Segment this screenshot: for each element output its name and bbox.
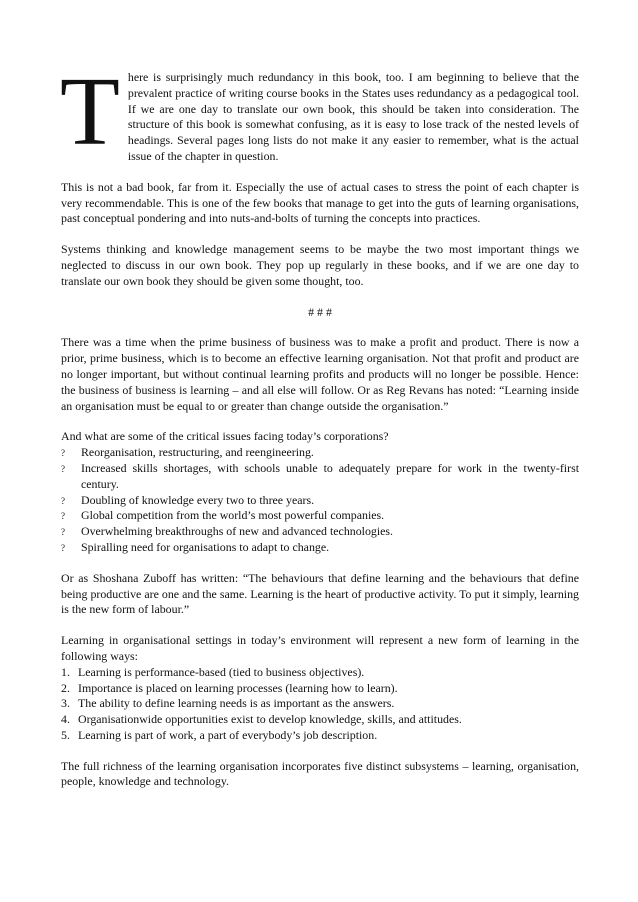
richness-paragraph: The full richness of the learning organisation incorporates five distinct subsystems – learning, organisation, people, knowledge and technology.	[61, 758, 579, 789]
list-item-text: The ability to define learning needs is as important as the answers.	[78, 696, 395, 711]
list-item	[61, 665, 579, 681]
document-page	[60, 58, 579, 805]
list-item	[61, 445, 579, 461]
list-item	[61, 540, 579, 556]
list-item-text: Importance is placed on learning processes (learning how to learn).	[78, 680, 398, 695]
list-item	[61, 728, 579, 744]
drop-cap: T	[60, 58, 120, 166]
prime-business-paragraph: There was a time when the prime business of business was to make a profit and product. There is now a prior, prime business, which is to become an effective learning organisation. Not that profit and product are no longer important, but without continual learning profits and products will no longer be possible. Hence: the business of business is learning – and all else will follow. Or as Reg Revans has noted: “Learning inside an organisation must be equal to or greater than change outside the organisation.”	[61, 335, 579, 413]
list-item	[61, 524, 579, 540]
bullet-glyph: ?	[61, 511, 65, 522]
list-item	[61, 681, 579, 697]
list-item	[61, 508, 579, 524]
list-item-text: Reorganisation, restructuring, and reengineering.	[81, 445, 314, 460]
systems-thinking-paragraph: Systems thinking and knowledge management seems to be maybe the two most important things we neglected to discuss in our own book. They pop up regularly in these books, and if we are one day to translate our own book they should be given some thought, too.	[61, 242, 579, 288]
list-number: 2.	[61, 680, 70, 695]
list-item-text: Overwhelming breakthroughs of new and advanced technologies.	[81, 524, 394, 539]
intro-text: here is surprisingly much redundancy in this book, too. I am beginning to believe that the prevalent practice of writing course books in the States uses redundancy as a pedagogical tool. If we are one day to translate our own book, this should be taken into consideration. The structure of this book is somewhat confusing, as it is easy to lose track of the nested levels of headings. Several pages long lists do not make it any easier to remember, what is the actual issue of the chapter in question.	[127, 70, 579, 163]
critical-issues-question: And what are some of the critical issues facing today’s corporations?	[61, 429, 389, 444]
learning-ways-list	[61, 665, 579, 744]
list-number: 4.	[61, 712, 70, 727]
list-item-text: Learning is part of work, a part of everybody’s job description.	[78, 727, 378, 742]
critical-issues-list	[61, 445, 579, 556]
bullet-glyph: ?	[61, 463, 65, 474]
list-item	[61, 461, 579, 493]
list-item	[61, 493, 579, 509]
list-item-text: Organisationwide opportunities exist to develop knowledge, skills, and attitudes.	[78, 712, 462, 727]
intro-paragraph	[60, 58, 579, 166]
section-separator: # # #	[308, 304, 332, 319]
list-item-text: Spiralling need for organisations to adapt to change.	[81, 539, 330, 554]
list-item-text: Doubling of knowledge every two to three years.	[81, 492, 315, 507]
list-item-text: Global competition from the world’s most powerful companies.	[81, 508, 385, 523]
bullet-glyph: ?	[61, 448, 65, 459]
list-item	[61, 712, 579, 728]
list-item	[61, 696, 579, 712]
list-item-text: Increased skills shortages, with schools unable to adequately prepare for work in the twenty-first century.	[81, 460, 579, 491]
list-number: 1.	[61, 664, 70, 679]
zuboff-quote-paragraph: Or as Shoshana Zuboff has written: “The behaviours that define learning and the behaviours that define being productive are one and the same. Learning is the heart of productive activity. To put it simply, learning is the new form of labour.”	[61, 570, 579, 617]
not-bad-paragraph: This is not a bad book, far from it. Especially the use of actual cases to stress the point of each chapter is very recommendable. This is one of the few books that manage to get into the guts of learning organisations, past conceptual pondering and into nuts-and-bolts of turning the concepts into practices.	[61, 179, 579, 226]
list-number: 5.	[61, 727, 70, 742]
list-item-text: Learning is performance-based (tied to business objectives).	[78, 664, 365, 679]
learning-ways-intro: Learning in organisational settings in today’s environment will represent a new form of learning in the following ways:	[61, 633, 579, 663]
bullet-glyph: ?	[61, 495, 65, 506]
list-number: 3.	[61, 696, 70, 711]
bullet-glyph: ?	[61, 527, 65, 538]
bullet-glyph: ?	[61, 542, 65, 553]
